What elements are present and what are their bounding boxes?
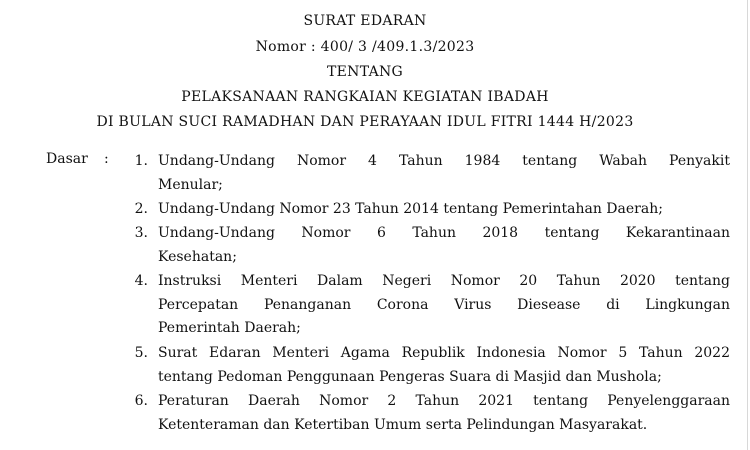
list-item-text xyxy=(158,270,730,341)
list-item-line: Peraturan Daerah Nomor 2 Tahun 2021 tentang Penyelenggaraan xyxy=(158,393,730,409)
list-item-line: Undang-Undang Nomor 23 Tahun 2014 tentang Pemerintahan Daerah; xyxy=(158,201,663,217)
list-item-number: 3. xyxy=(134,225,148,241)
letter-number: Nomor : 400/ 3 /409.1.3/2023 xyxy=(255,39,475,55)
list-item-line: Ketenteraman dan Ketertiban Umum serta Pelindungan Masyarakat. xyxy=(158,416,648,433)
letter-about: TENTANG xyxy=(326,64,404,80)
letter-subject-line-2: DI BULAN SUCI RAMADHAN DAN PERAYAAN IDUL FITRI 1444 H/2023 xyxy=(96,114,634,130)
list-item-text xyxy=(158,150,730,197)
list-item-number: 5. xyxy=(134,345,148,361)
list-item-text xyxy=(158,198,730,222)
list-item-number: 1. xyxy=(134,153,148,169)
list-item-text xyxy=(158,222,730,269)
dasar-colon: : xyxy=(104,151,109,167)
letter-header xyxy=(0,12,730,131)
page-edge xyxy=(747,0,748,450)
list-item-line: Menular; xyxy=(158,176,223,193)
list-item-line: tentang Pedoman Penggunaan Pengeras Suara di Masjid dan Mushola; xyxy=(158,368,662,385)
letter-subject-line-1: PELAKSANAAN RANGKAIAN KEGIATAN IBADAH xyxy=(181,89,549,105)
list-item-line: Undang-Undang Nomor 6 Tahun 2018 tentang Kekarantinaan xyxy=(158,225,730,241)
list-item-number: 2. xyxy=(134,201,148,217)
list-item-line: Percepatan Penanganan Corona Virus Diesease di Lingkungan xyxy=(158,296,730,313)
list-item-text xyxy=(158,390,730,437)
dasar-label: Dasar xyxy=(46,151,88,167)
list-item-number: 6. xyxy=(134,393,148,409)
list-item-line: Surat Edaran Menteri Agama Republik Indonesia Nomor 5 Tahun 2022 xyxy=(158,345,730,361)
list-item-line: Undang-Undang Nomor 4 Tahun 1984 tentang Wabah Penyakit xyxy=(158,153,730,169)
letter-title: SURAT EDARAN xyxy=(303,13,427,29)
list-item-number: 4. xyxy=(134,273,148,289)
list-item-line: Kesehatan; xyxy=(158,248,237,265)
list-item-line: Pemerintah Daerah; xyxy=(158,320,301,336)
list-item-text xyxy=(158,342,730,389)
list-item-line: Instruksi Menteri Dalam Negeri Nomor 20 Tahun 2020 tentang xyxy=(158,273,730,289)
